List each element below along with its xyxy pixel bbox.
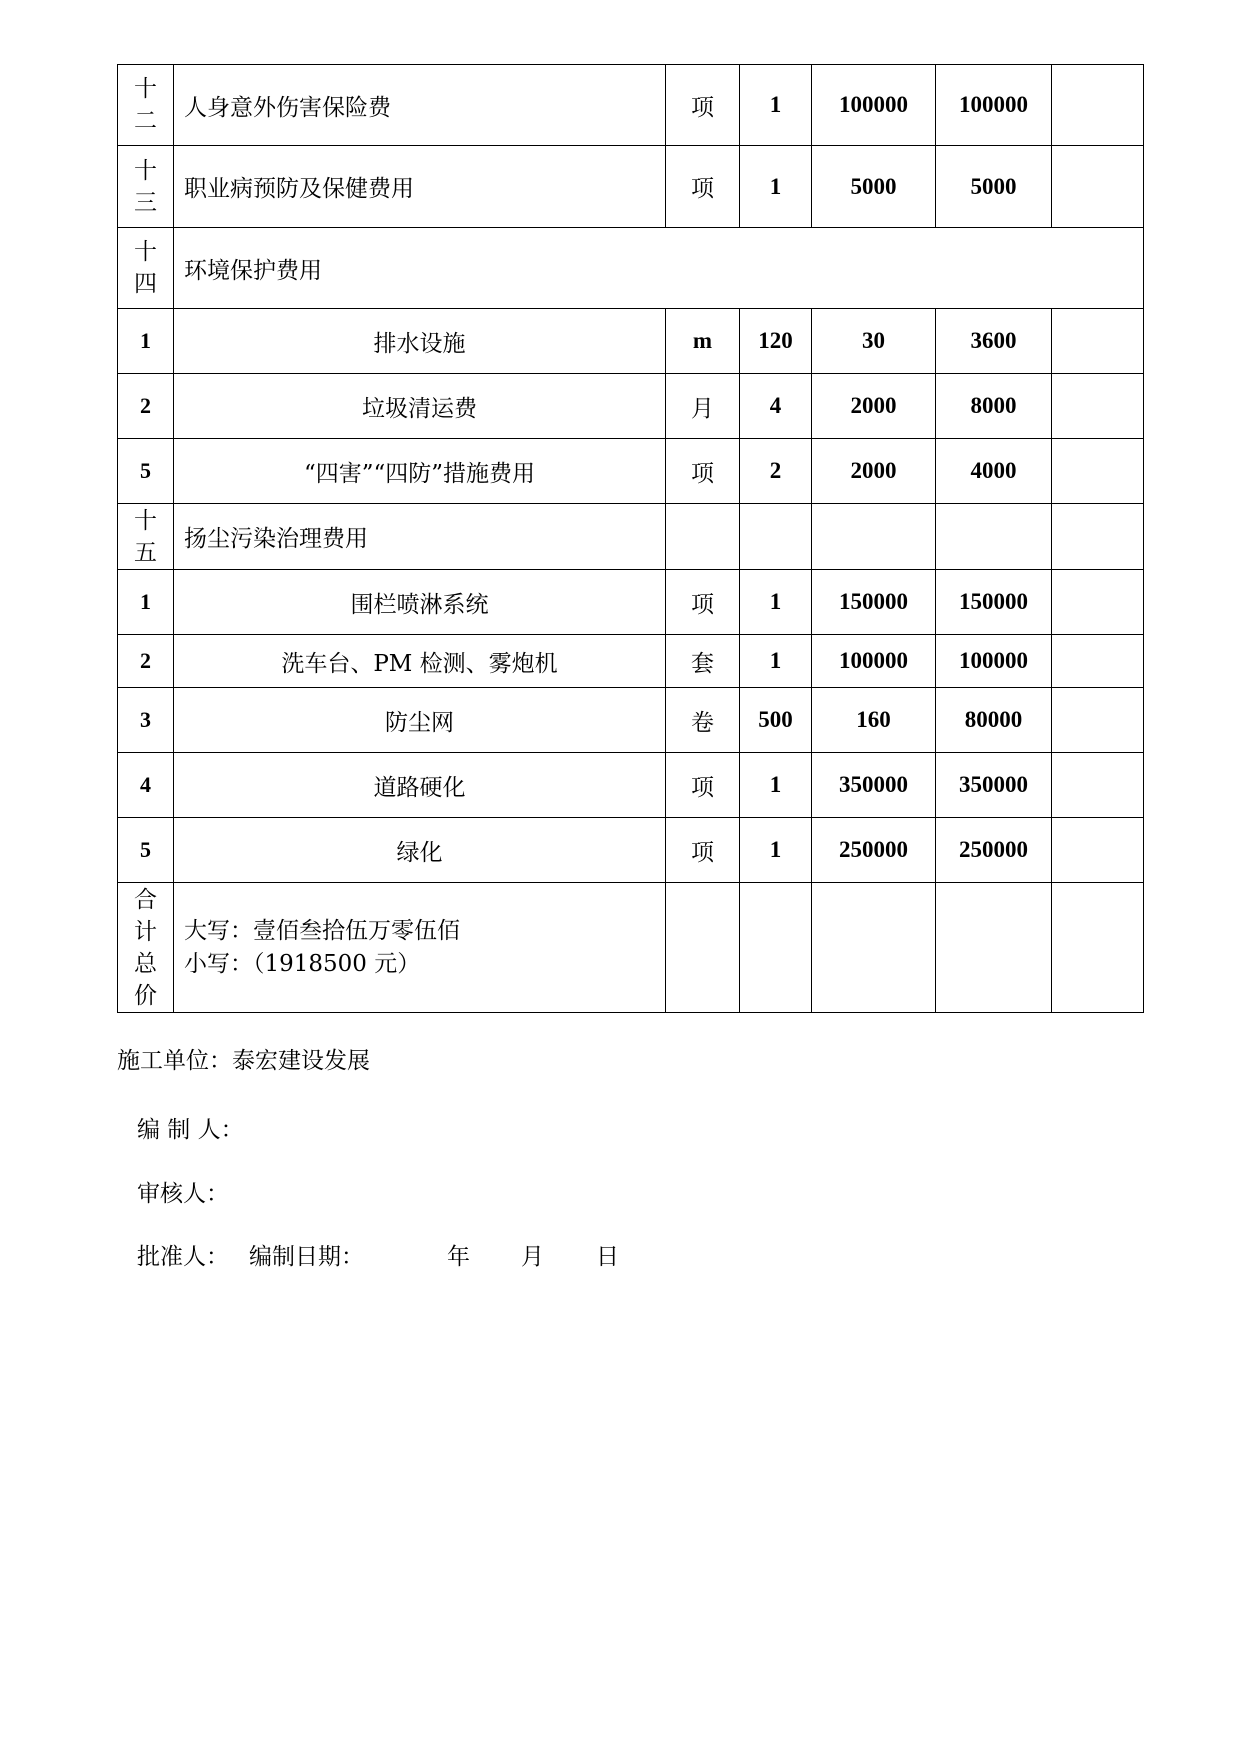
row-note	[1052, 570, 1144, 635]
row-qty: 1	[740, 753, 812, 818]
table-row	[118, 688, 1144, 753]
empty-cell	[740, 883, 812, 1013]
row-qty: 120	[740, 309, 812, 374]
table-row	[118, 635, 1144, 688]
company-line: 施工单位：泰宏建设发展	[117, 1048, 370, 1074]
row-unit: 套	[666, 635, 740, 688]
table-row	[118, 374, 1144, 439]
row-note	[1052, 309, 1144, 374]
row-total: 4000	[936, 439, 1052, 504]
date-year: 年	[447, 1244, 470, 1270]
row-qty: 1	[740, 570, 812, 635]
compiler-line: 编 制 人：	[137, 1117, 244, 1143]
table-row	[118, 65, 1144, 146]
row-unit: 项	[666, 439, 740, 504]
row-name: 绿化	[174, 818, 666, 883]
section-name: 环境保护费用	[174, 228, 1144, 309]
row-qty: 500	[740, 688, 812, 753]
row-seq	[118, 504, 174, 570]
row-note	[1052, 818, 1144, 883]
date-month: 月	[521, 1244, 544, 1270]
seq-text: 十二	[134, 76, 157, 134]
row-seq: 1	[118, 309, 174, 374]
row-seq: 5	[118, 439, 174, 504]
table-row	[118, 753, 1144, 818]
total-capital: 大写：壹佰叁拾伍万零伍佰	[184, 917, 460, 944]
row-unit: 月	[666, 374, 740, 439]
row-note	[1052, 753, 1144, 818]
row-total: 350000	[936, 753, 1052, 818]
row-qty: 2	[740, 439, 812, 504]
row-seq: 3	[118, 688, 174, 753]
empty-cell	[1052, 883, 1144, 1013]
row-note	[1052, 439, 1144, 504]
row-unit: 卷	[666, 688, 740, 753]
row-name: 职业病预防及保健费用	[174, 146, 666, 228]
total-label-cell	[118, 883, 174, 1013]
row-price: 5000	[812, 146, 936, 228]
total-label: 合计总价	[134, 886, 157, 1009]
row-price: 100000	[812, 65, 936, 146]
row-qty: 1	[740, 635, 812, 688]
empty-cell	[666, 883, 740, 1013]
table-row	[118, 439, 1144, 504]
date-day: 日	[596, 1244, 619, 1270]
row-total: 150000	[936, 570, 1052, 635]
row-unit	[666, 504, 740, 570]
row-name: 人身意外伤害保险费	[174, 65, 666, 146]
section-row	[118, 228, 1144, 309]
row-price: 30	[812, 309, 936, 374]
row-unit: 项	[666, 753, 740, 818]
date-label: 编制日期：	[249, 1244, 364, 1270]
seq-text: 十三	[134, 157, 157, 216]
row-price: 2000	[812, 374, 936, 439]
row-note	[1052, 688, 1144, 753]
row-price: 160	[812, 688, 936, 753]
total-small: 小写：（1918500 元）	[184, 950, 421, 977]
row-note	[1052, 374, 1144, 439]
row-name: 防尘网	[174, 688, 666, 753]
row-unit: 项	[666, 65, 740, 146]
row-total: 250000	[936, 818, 1052, 883]
row-seq	[118, 228, 174, 309]
row-seq: 1	[118, 570, 174, 635]
seq-text: 十五	[134, 507, 157, 566]
row-qty: 1	[740, 818, 812, 883]
row-price: 100000	[812, 635, 936, 688]
section-row	[118, 504, 1144, 570]
empty-cell	[812, 883, 936, 1013]
row-seq	[118, 146, 174, 228]
reviewer-line: 审核人：	[137, 1181, 229, 1207]
row-price: 250000	[812, 818, 936, 883]
row-note	[1052, 65, 1144, 146]
table-row	[118, 146, 1144, 228]
row-total: 100000	[936, 635, 1052, 688]
row-price: 2000	[812, 439, 936, 504]
total-row	[118, 883, 1144, 1013]
row-seq: 2	[118, 635, 174, 688]
row-seq: 5	[118, 818, 174, 883]
row-seq: 4	[118, 753, 174, 818]
row-name: 围栏喷淋系统	[174, 570, 666, 635]
row-name: 道路硬化	[174, 753, 666, 818]
row-name: 扬尘污染治理费用	[174, 504, 666, 570]
row-qty	[740, 504, 812, 570]
empty-cell	[936, 883, 1052, 1013]
row-total	[936, 504, 1052, 570]
row-qty: 1	[740, 65, 812, 146]
row-price: 350000	[812, 753, 936, 818]
row-total: 8000	[936, 374, 1052, 439]
row-qty: 4	[740, 374, 812, 439]
row-name: 排水设施	[174, 309, 666, 374]
approver-line: 批准人：	[137, 1244, 229, 1270]
row-note	[1052, 635, 1144, 688]
row-name: “四害”“四防”措施费用	[174, 439, 666, 504]
seq-text: 十四	[134, 239, 157, 297]
row-qty: 1	[740, 146, 812, 228]
row-price	[812, 504, 936, 570]
row-name: 洗车台、PM 检测、雾炮机	[174, 635, 666, 688]
total-amount-cell	[174, 883, 666, 1013]
table-row	[118, 818, 1144, 883]
row-name: 垃圾清运费	[174, 374, 666, 439]
row-unit: 项	[666, 570, 740, 635]
cost-table	[117, 64, 1144, 1013]
row-unit: 项	[666, 818, 740, 883]
row-price: 150000	[812, 570, 936, 635]
row-total: 100000	[936, 65, 1052, 146]
row-unit: m	[666, 309, 740, 374]
row-unit: 项	[666, 146, 740, 228]
row-total: 5000	[936, 146, 1052, 228]
row-total: 80000	[936, 688, 1052, 753]
row-total: 3600	[936, 309, 1052, 374]
row-seq	[118, 65, 174, 146]
table-row	[118, 570, 1144, 635]
table-row	[118, 309, 1144, 374]
row-note	[1052, 504, 1144, 570]
row-seq: 2	[118, 374, 174, 439]
row-note	[1052, 146, 1144, 228]
